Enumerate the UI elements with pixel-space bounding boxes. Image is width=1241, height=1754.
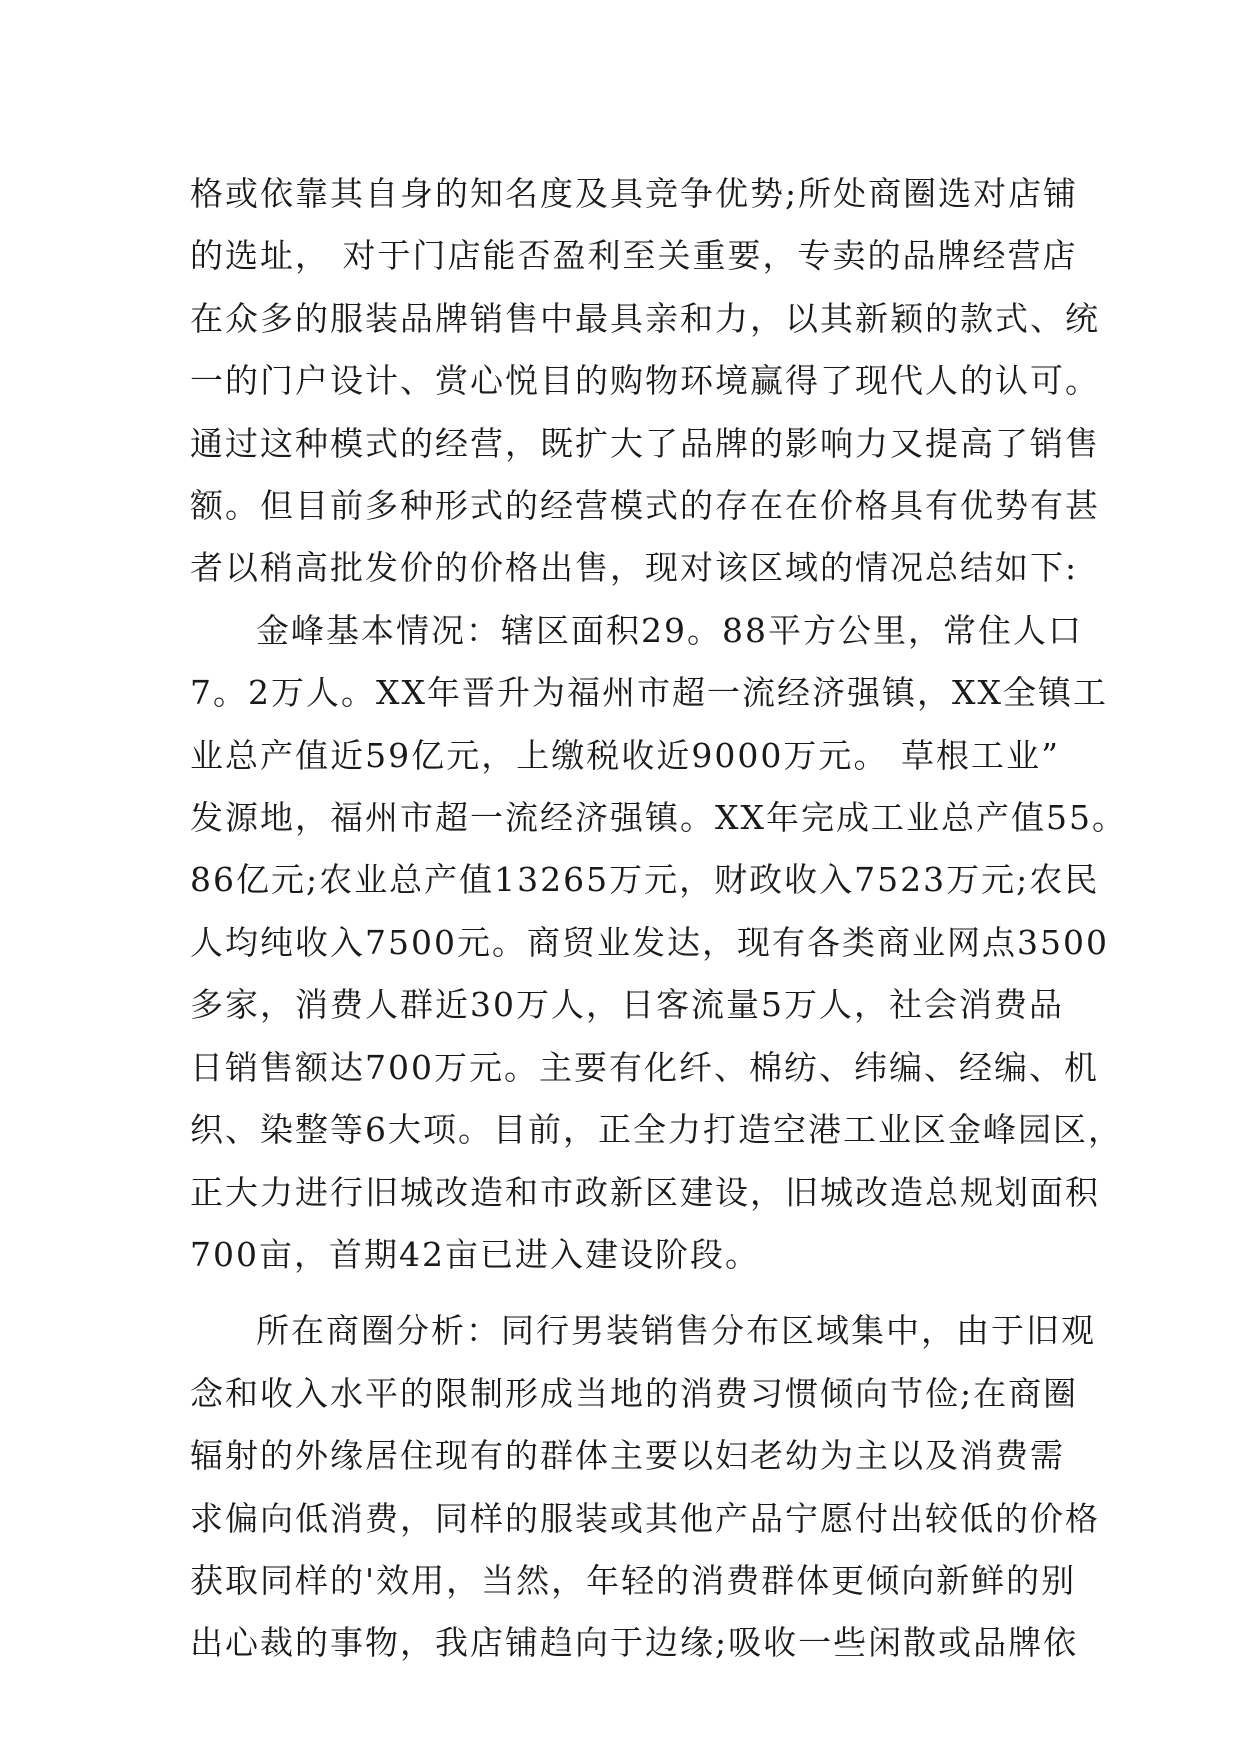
document-body — [190, 163, 1127, 1675]
text-line: 获取同样的'效用，当然，年轻的消费群体更倾向新鲜的别 — [190, 1560, 1077, 1600]
text-line: 的选址， 对于门店能否盈利至关重要，专卖的品牌经营店 — [190, 236, 1078, 276]
text-line: 86亿元;农业总产值13265万元，财政收入7523万元;农民 — [190, 860, 1100, 900]
text-line: 人均纯收入7500元。商贸业发达，现有各类商业网点3500 — [190, 922, 1109, 962]
text-line: 额。但目前多种形式的经营模式的存在在价格具有优势有甚 — [190, 486, 1100, 526]
text-line: 求偏向低消费，同样的服装或其他产品宁愿付出较低的价格 — [190, 1498, 1100, 1538]
text-line: 多家，消费人群近30万人，日客流量5万人，社会消费品 — [190, 985, 1064, 1025]
text-line: 700亩，首期42亩已进入建设阶段。 — [190, 1234, 760, 1274]
text-line: 发源地，福州市超一流经济强镇。XX年完成工业总产值55。 — [190, 798, 1127, 838]
paragraph-intro-continuation — [190, 163, 1100, 600]
text-line: 在众多的服装品牌销售中最具亲和力，以其新颖的款式、统 — [190, 298, 1100, 338]
text-line: 通过这种模式的经营，既扩大了品牌的影响力又提高了销售 — [190, 423, 1100, 463]
text-line: 日销售额达700万元。主要有化纤、棉纺、纬编、经编、机 — [190, 1047, 1099, 1087]
paragraph-jinfeng-overview — [190, 600, 1127, 1286]
paragraph-trade-area-analysis — [190, 1300, 1100, 1674]
text-line: 格或依靠其自身的知名度及具竞争优势;所处商圈选对店铺 — [190, 174, 1079, 213]
text-line: 念和收入水平的限制形成当地的消费习惯倾向节俭;在商圈 — [190, 1373, 1079, 1413]
text-line: 出心裁的事物，我店铺趋向于边缘;吸收一些闲散或品牌依 — [190, 1623, 1079, 1663]
text-line: 织、染整等6大项。目前，正全力打造空港工业区金峰园区， — [190, 1110, 1123, 1150]
text-line: 一的门户设计、赏心悦目的购物环境赢得了现代人的认可。 — [190, 361, 1100, 401]
text-line: 所在商圈分析：同行男装销售分布区域集中，由于旧观 — [256, 1311, 1096, 1351]
text-line: 者以稍高批发价的价格出售，现对该区域的情况总结如下: — [190, 548, 1079, 588]
text-line: 金峰基本情况：辖区面积29。88平方公里，常住人口 — [256, 610, 1083, 650]
text-line: 正大力进行旧城改造和市政新区建设，旧城改造总规划面积 — [190, 1172, 1100, 1212]
text-line: 业总产值近59亿元，上缴税收近9000万元。 草根工业” — [190, 735, 1060, 775]
text-line: 辐射的外缘居住现有的群体主要以妇老幼为主以及消费需 — [190, 1436, 1065, 1476]
text-line: 7。2万人。XX年晋升为福州市超一流经济强镇，XX全镇工 — [190, 673, 1108, 713]
